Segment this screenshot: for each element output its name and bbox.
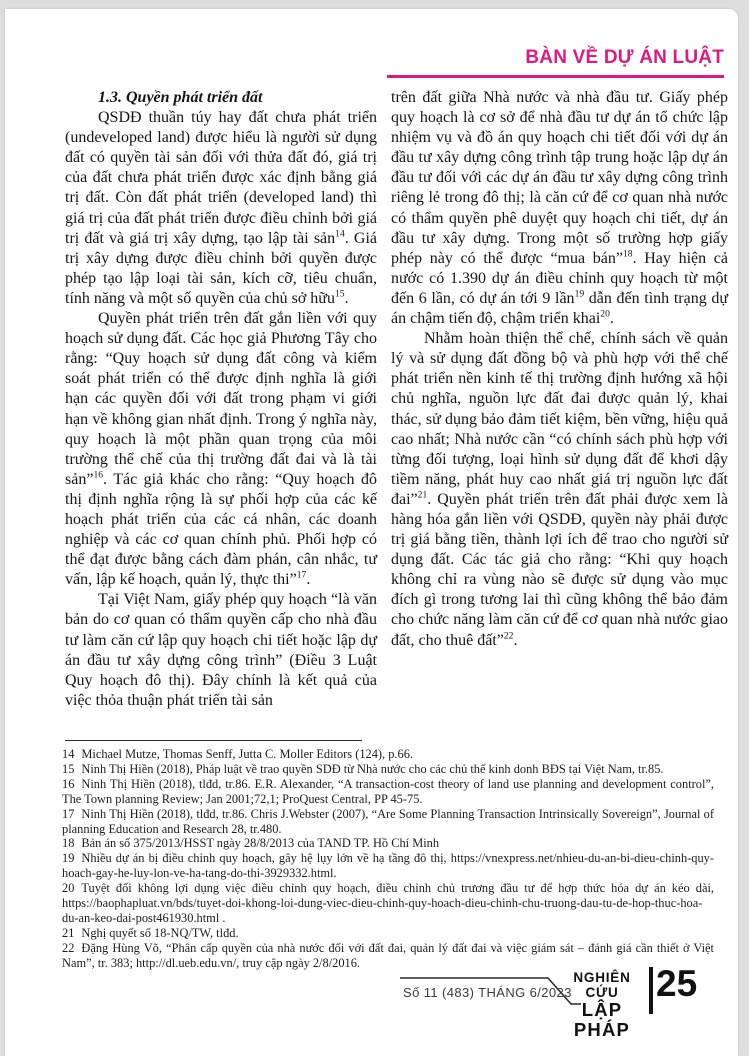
footnote-text: Ninh Thị Hiền (2018), tlđd, tr.86. E.R. Alexander, “A transaction-cost theory of land use planning and development control”, The Town planning Review; Jan 2001;72,1; ProQuest Central, PP 45-75.: [62, 776, 714, 806]
page-number-divider: [649, 967, 653, 1014]
footnote-number: 20: [62, 881, 75, 896]
footnote-number: 14: [62, 747, 75, 761]
paragraph: Tại Việt Nam, giấy phép quy hoạch “là văn bản do cơ quan có thẩm quyền cấp cho nhà đầu tư làm căn cứ lập quy hoạch chi tiết hoặc lập dự án đầu tư xây dựng công trình” (Điều 3 Luật Quy hoạch đô thị). Đây chính là kết quả của việc thỏa thuận phát triển tài sản: [65, 591, 377, 709]
footnote-text: Michael Mutze, Thomas Senff, Jutta C. Moller Editors (124), p.66.: [81, 747, 414, 761]
footnote-item: [62, 926, 714, 941]
footnote-text: Ninh Thị Hiền (2018), tlđd, tr.86. Chris J.Webster (2007), “Are Some Planning Transaction Intrinsically Sovereign”, Journal of planning Education and Research 28, tr.480.: [62, 806, 714, 836]
paragraph: QSDĐ thuần túy hay đất chưa phát triển (undeveloped land) được hiểu là người sử dụng đất có quyền tài sản đối với thửa đất đó, giá trị của đất chưa phát triển được xác định bằng giá trị đất. Còn đất phát triển (developed land) thì giá trị của đất phát triển được điều chỉnh bởi giá trị đất và giá trị xây dựng, tạo lập tài sản$^{14}$. Giá trị xây dựng được điều chỉnh bởi quyền được phép tạo lập loại tài sản, kích cỡ, tiêu chuẩn, tính năng và một số quyền của chủ sở hữu$^{15}$.: [65, 109, 377, 307]
footnote-number: 15: [62, 761, 75, 776]
section-header: BÀN VỀ DỰ ÁN LUẬT: [525, 47, 724, 68]
journal-logo-line2: LẬP PHÁP: [573, 999, 631, 1040]
footnote-number: 21: [62, 925, 75, 940]
footnote-number: 16: [62, 776, 75, 791]
footnote-item: [62, 777, 714, 807]
footnote-item: [62, 851, 714, 881]
page-number: 25: [656, 963, 698, 1004]
footnote-number: 19: [62, 851, 75, 866]
footnote-text: Tuyệt đối không lợi dụng việc điều chỉnh quy hoạch, điều chỉnh chủ trương đầu tư để hợp thức hóa dự án kéo dài, https://baophapluat.vn/bds/tuyet-doi-khong-loi-dung-viec-dieu-chinh-quy-hoach-dieu-chinh-chu-truong-dau-tu-de-hop-thuc-hoa-du-an-keo-dai-post461930.html .: [62, 881, 714, 925]
footnote-text: Nhiều dự án bị điều chỉnh quy hoạch, gây hệ lụy lớn về hạ tầng đô thị, https://vnexpress.net/nhieu-du-an-bi-dieu-chinh-quy-hoach-gay-he-luy-lon-ve-ha-tang-do-thi-3929332.html.: [62, 851, 714, 881]
journal-page: [5, 9, 738, 1056]
footnote-text: Bản án số 375/2013/HSST ngày 28/8/2013 của TAND TP. Hồ Chí Minh: [81, 836, 440, 851]
header-divider: [387, 75, 724, 78]
footnotes-list: [62, 747, 714, 971]
footnote-item: [62, 881, 714, 926]
right-column: [391, 88, 728, 711]
footnote-item: [62, 762, 714, 777]
issue-label: Số 11 (483) THÁNG 6/2023: [403, 985, 572, 1000]
paragraph: trên đất giữa Nhà nước và nhà đầu tư. Giấy phép quy hoạch là cơ sở để nhà đầu tư dự án tổ chức lập nhiệm vụ và đồ án quy hoạch chi tiết đối với dự án đầu tư xây dựng công trình tập trung hoặc lập dự án đầu tư đối với các dự án đầu tư xây dựng công trình riêng lẻ trong đô thị; là căn cứ để cơ quan nhà nước có thẩm quyền phê duyệt quy hoạch chi tiết, dự án đầu tư xây dựng. Trong một số trường hợp giấy phép này có thể được “mua bán”$^{18}$. Hay hiện cả nước có 1.390 dự án điều chỉnh quy hoạch từ một đến 6 lần, có dự án tới 9 lần$^{19}$ dẫn đến tình trạng dự án chậm tiến độ, chậm triển khai$^{20}$.: [391, 89, 729, 328]
footnote-text: Ninh Thị Hiền (2018), Pháp luật về trao quyền SDĐ từ Nhà nước cho các chủ thể kinh donh BĐS tại Việt Nam, tr.85.: [81, 761, 664, 776]
footnote-number: 18: [62, 836, 75, 851]
footnote-item: [62, 807, 714, 837]
journal-logo-line1: NGHIÊN CỨU: [573, 970, 631, 1000]
footnote-item: [62, 941, 714, 971]
left-column: [65, 88, 377, 711]
journal-logo: [559, 970, 645, 1040]
paragraph: Quyền phát triển trên đất gắn liền với quy hoạch sử dụng đất. Các học giả Phương Tây cho rằng: “Quy hoạch sử dụng đất công và kiểm soát phát triển có thể được định nghĩa là giới hạn các quyền đối với đất trong phạm vi giới hạn về không gian nhất định. Trong ý nghĩa này, quy hoạch là một phần quan trọng của môi trường thể chế của thị trường đất đai và là tài sản”$^{16}$. Tác giả khác cho rằng: “Quy hoạch đô thị định nghĩa rộng là sự phối hợp của các kế hoạch phát triển của các cá nhân, các doanh nghiệp và các cơ quan chính phủ. Phối hợp có thể đạt được bằng cách đàm phán, cân nhắc, tư vấn, lập kế hoạch, quản lý, thực thi”$^{17}$.: [65, 310, 377, 589]
article-body: [65, 88, 728, 711]
footnote-item: [62, 836, 714, 851]
footnote-text: Đặng Hùng Võ, “Phân cấp quyền của nhà nước đối với đất đai, quản lý đất đai và việc giám sát – đánh giá cần thiết ở Việt Nam”, tr. 383; http://dl.ueb.edu.vn/, truy cập ngày 2/8/2016.: [62, 940, 714, 970]
paragraph: Nhằm hoàn thiện thể chế, chính sách về quản lý và sử dụng đất đồng bộ và phù hợp với thể chế phát triển nền kinh tế thị trường định hướng xã hội chủ nghĩa, nguồn lực đất đai được quản lý, khai thác, sử dụng bảo đảm tiết kiệm, bền vững, hiệu quả cao nhất; Nhà nước cần “có chính sách phù hợp với từng đối tượng, loại hình sử dụng đất để khơi dậy tiềm năng, phát huy cao nhất giá trị nguồn lực đất đai”$^{21}$. Quyền phát triển trên đất phải được xem là hàng hóa gắn liền với QSDĐ, quyền này phải được trị giá bằng tiền, thành lợi ích để trao cho người sử dụng đất. Các tác giả cho rằng: “Khi quy hoạch không chỉ ra vùng nào sẽ được sử dụng vào mục đích gì trong tương lai thì cũng không thể bảo đảm cho chức năng làm căn cứ để cơ quan nhà nước giao đất, cho thuê đất”$^{22}$.: [391, 330, 728, 649]
footnote-number: 22: [62, 940, 75, 955]
footnote-number: 17: [62, 806, 75, 821]
footnote-item: [62, 747, 714, 762]
subsection-heading: 1.3. Quyền phát triển đất: [98, 89, 263, 106]
footnote-text: Nghị quyết số 18-NQ/TW, tlđd.: [81, 925, 239, 940]
footnote-separator: [65, 740, 362, 741]
